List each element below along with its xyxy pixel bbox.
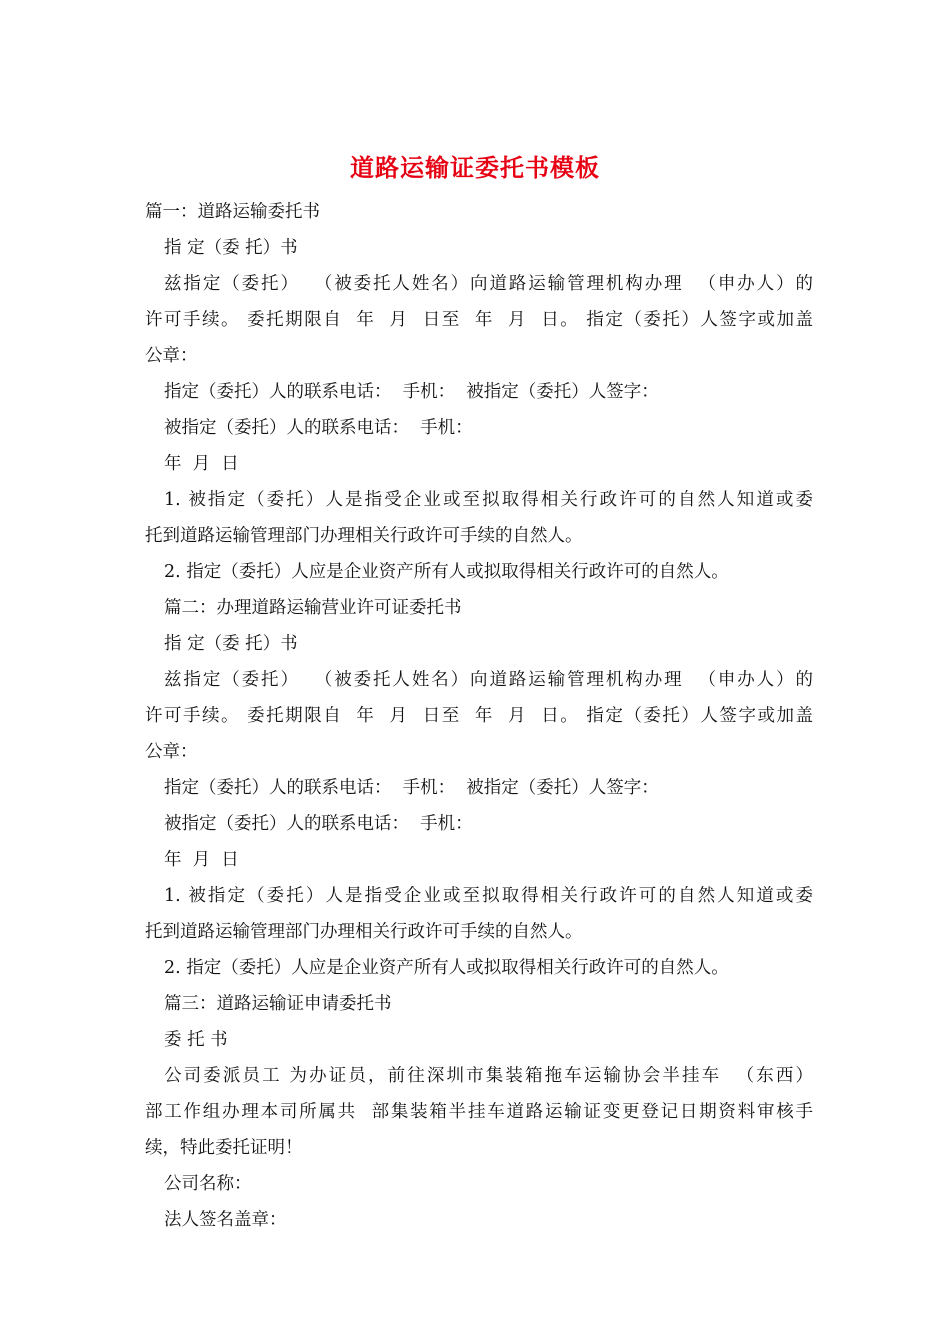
paragraph-line: 兹指定（委托） （被委托人姓名）向道路运输管理机构办理 （申办人）的	[164, 670, 813, 690]
section-heading-1: 篇一：道路运输委托书	[145, 202, 320, 222]
paragraph-line: 公司委派员工 为办证员，前往深圳市集装箱拖车运输协会半挂车 （东西）	[164, 1066, 813, 1086]
note-line: 1. 被指定（委托）人是指受企业或至拟取得相关行政许可的自然人知道或委	[164, 886, 813, 906]
form-heading: 指 定（委 托）书	[164, 634, 298, 654]
date-line: 年 月 日	[164, 850, 239, 870]
paragraph-line: 许可手续。 委托期限自 年 月 日至 年 月 日。 指定（委托）人签字或加盖	[145, 310, 813, 330]
section-heading-2: 篇二：办理道路运输营业许可证委托书	[164, 598, 462, 618]
paragraph-line: 指定（委托）人的联系电话： 手机： 被指定（委托）人签字：	[164, 382, 659, 402]
paragraph-line: 兹指定（委托） （被委托人姓名）向道路运输管理机构办理 （申办人）的	[164, 274, 813, 294]
section-heading-3: 篇三：道路运输证申请委托书	[164, 994, 392, 1014]
form-heading: 指 定（委 托）书	[164, 238, 298, 258]
paragraph-line: 指定（委托）人的联系电话： 手机： 被指定（委托）人签字：	[164, 778, 659, 798]
date-line: 年 月 日	[164, 454, 239, 474]
note-line: 2. 指定（委托）人应是企业资产所有人或拟取得相关行政许可的自然人。	[164, 562, 729, 582]
paragraph-line: 部工作组办理本司所属共 部集装箱半挂车道路运输证变更登记日期资料审核手	[145, 1102, 813, 1122]
paragraph-line: 续，特此委托证明！	[145, 1138, 303, 1158]
company-name-line: 公司名称：	[164, 1174, 252, 1194]
document-body	[145, 194, 813, 1238]
document-title: 道路运输证委托书模板	[350, 153, 600, 182]
note-line: 托到道路运输管理部门办理相关行政许可手续的自然人。	[145, 526, 583, 546]
signature-line: 法人签名盖章：	[164, 1210, 287, 1230]
paragraph-line: 许可手续。 委托期限自 年 月 日至 年 月 日。 指定（委托）人签字或加盖	[145, 706, 813, 726]
paragraph-line: 公章：	[145, 742, 198, 762]
note-line: 1. 被指定（委托）人是指受企业或至拟取得相关行政许可的自然人知道或委	[164, 490, 813, 510]
note-line: 托到道路运输管理部门办理相关行政许可手续的自然人。	[145, 922, 583, 942]
paragraph-line: 被指定（委托）人的联系电话： 手机：	[164, 418, 473, 438]
paragraph-line: 被指定（委托）人的联系电话： 手机：	[164, 814, 473, 834]
paragraph-line: 公章：	[145, 346, 198, 366]
form-heading: 委 托 书	[164, 1030, 228, 1050]
note-line: 2. 指定（委托）人应是企业资产所有人或拟取得相关行政许可的自然人。	[164, 958, 729, 978]
